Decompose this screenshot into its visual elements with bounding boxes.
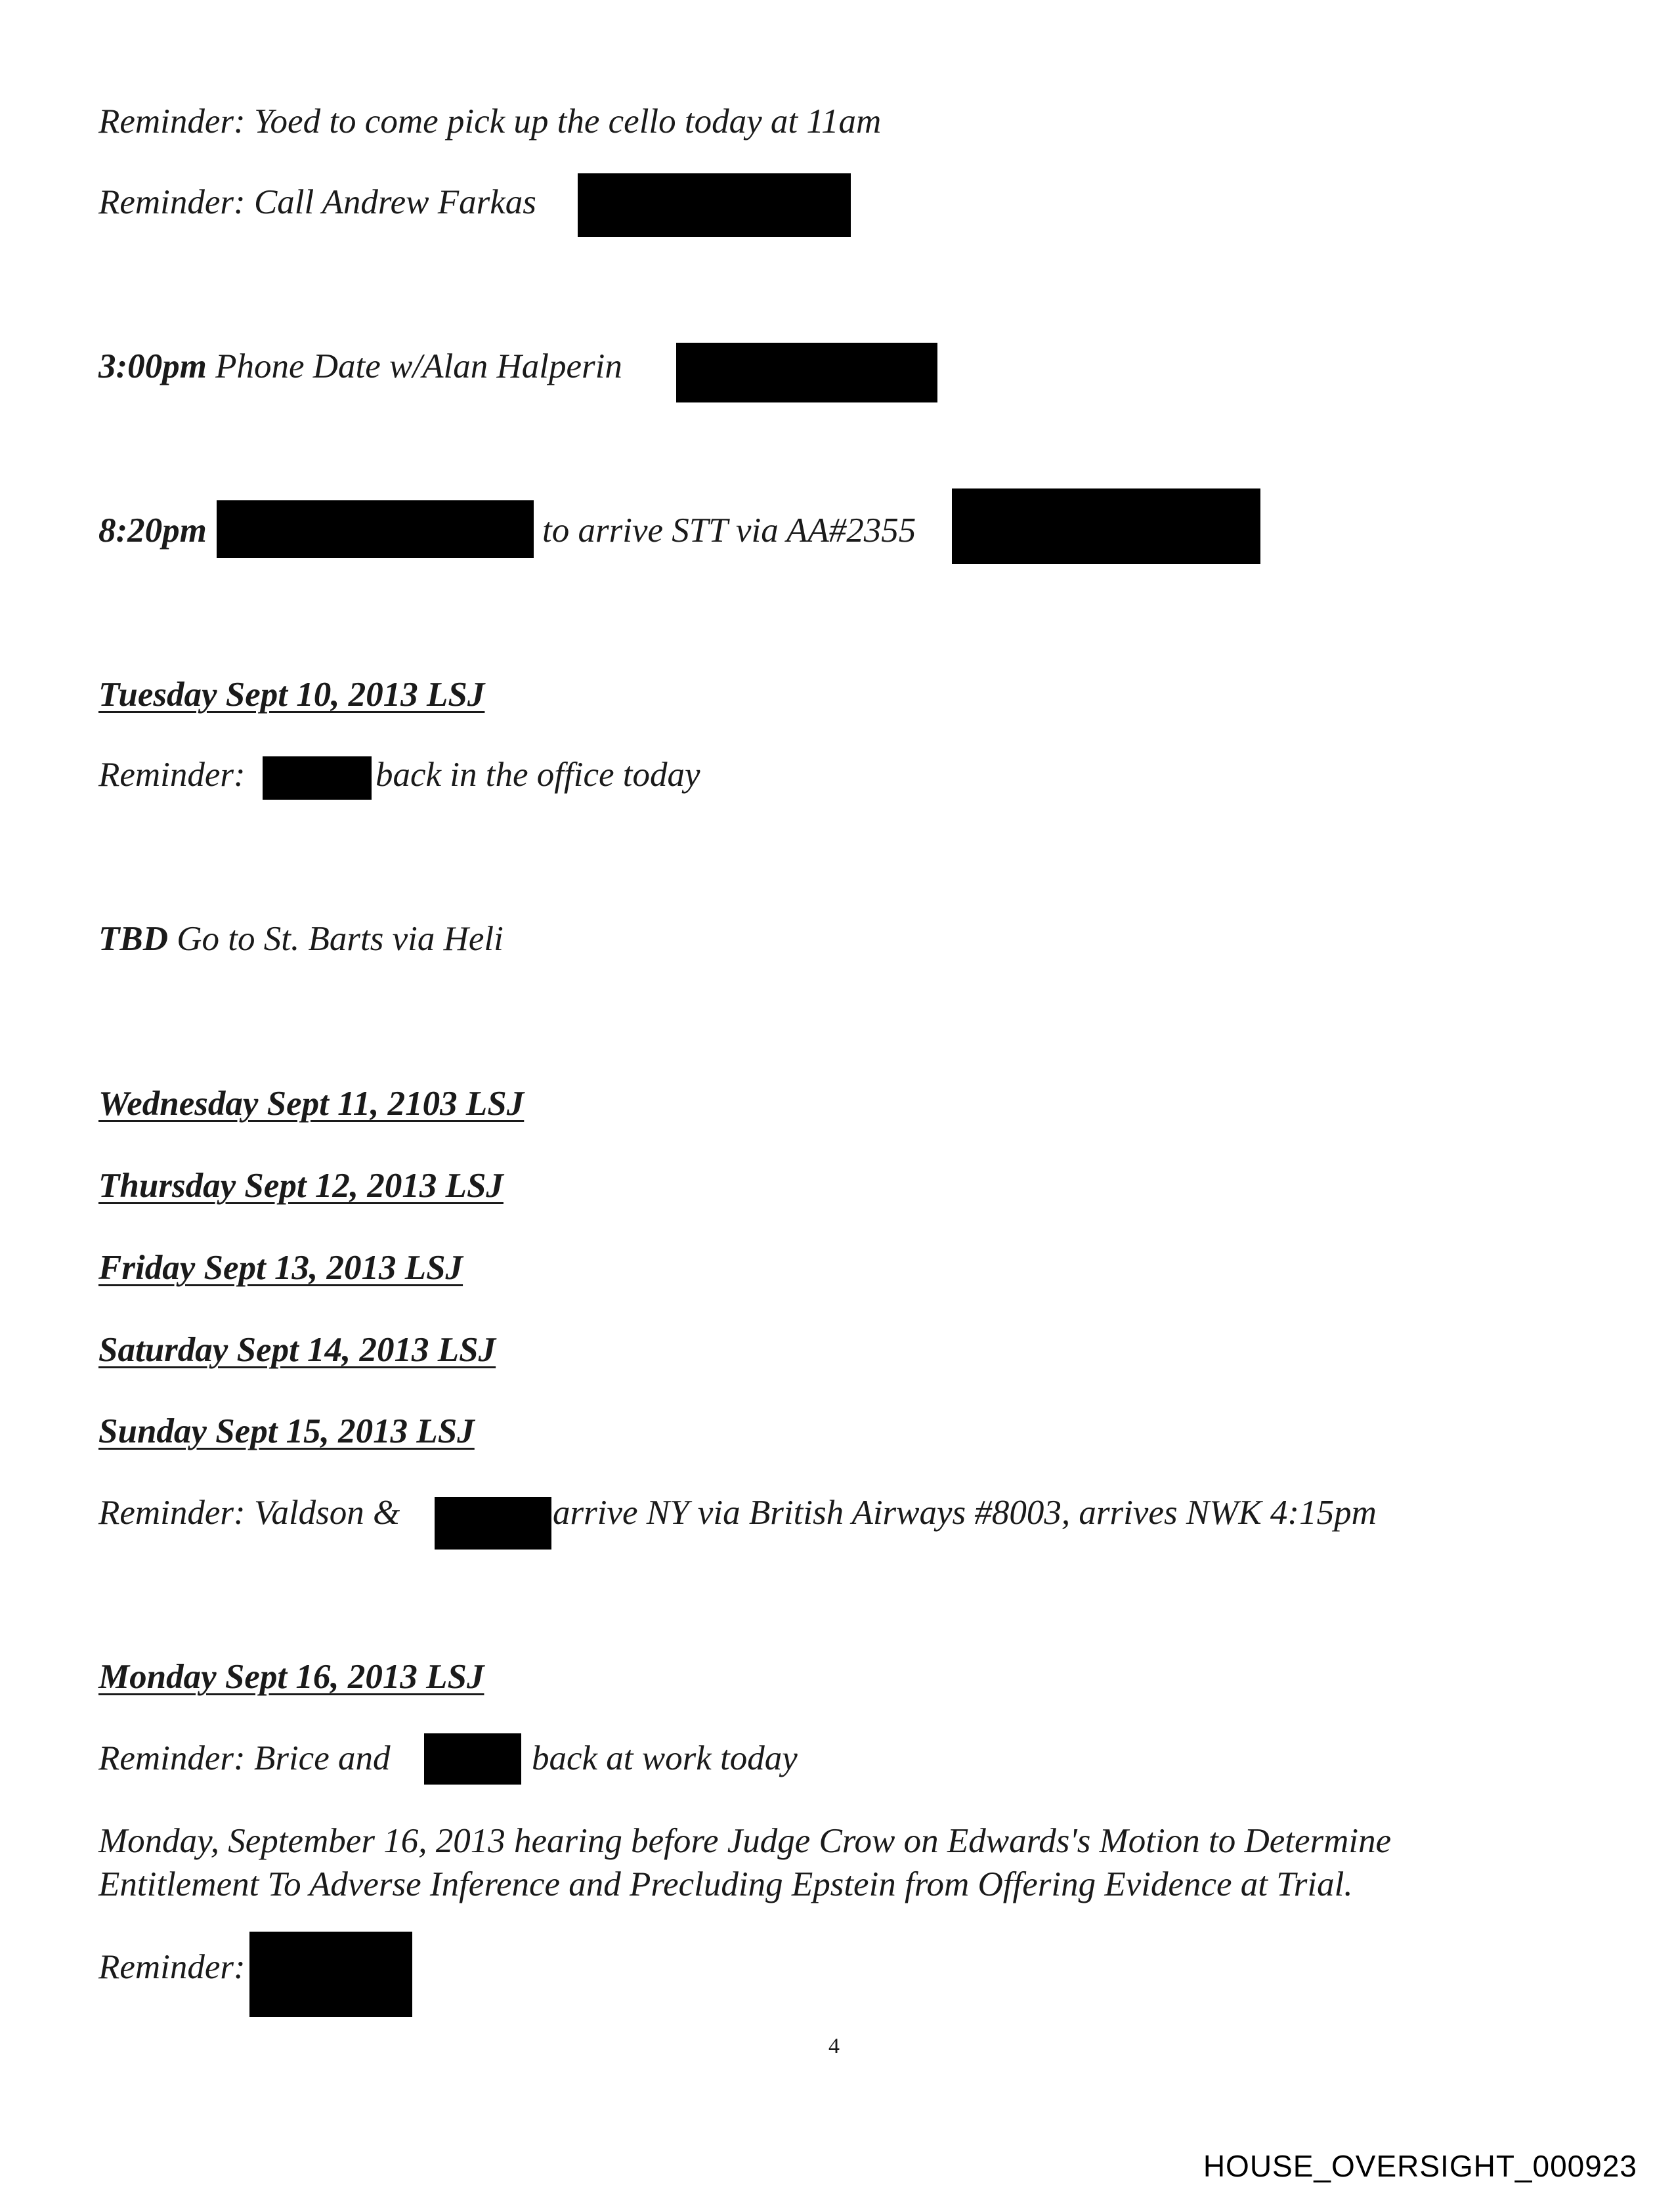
monday-reminder-prefix: Reminder: Brice and: [98, 1739, 391, 1777]
phone-date-text: Phone Date w/Alan Halperin: [206, 347, 622, 385]
sunday-reminder-prefix: Reminder: Valdson &: [98, 1494, 400, 1532]
tbd-entry: [98, 919, 504, 959]
reminder-yoed: Reminder: Yoed to come pick up the cello today at 11am: [98, 102, 882, 141]
redaction-box: [952, 488, 1260, 564]
monday-header: Monday Sept 16, 2013 LSJ: [98, 1658, 484, 1696]
redaction-box: [249, 1932, 412, 2017]
hearing-line-1: Monday, September 16, 2013 hearing before Judge Crow on Edwards's Motion to Determine: [98, 1822, 1392, 1860]
thursday-header: Thursday Sept 12, 2013 LSJ: [98, 1167, 504, 1205]
redaction-box: [578, 173, 851, 237]
sunday-reminder-suffix: arrive NY via British Airways #8003, arrives NWK 4:15pm: [553, 1494, 1377, 1532]
friday-header: Friday Sept 13, 2013 LSJ: [98, 1249, 463, 1287]
phone-date-entry: [98, 347, 622, 386]
redaction-box: [424, 1733, 521, 1785]
tuesday-reminder-prefix: Reminder:: [98, 756, 246, 794]
arrival-text: to arrive STT via AA#2355: [542, 511, 916, 550]
reminder-farkas: Reminder: Call Andrew Farkas: [98, 183, 536, 221]
tbd-text: Go to St. Barts via Heli: [168, 920, 504, 958]
tuesday-header: Tuesday Sept 10, 2013 LSJ: [98, 676, 485, 714]
bates-number: HOUSE_OVERSIGHT_000923: [1203, 2149, 1637, 2183]
sunday-header: Sunday Sept 15, 2013 LSJ: [98, 1412, 475, 1450]
page-number: 4: [828, 2034, 840, 2058]
redaction-box: [435, 1497, 551, 1550]
wednesday-header: Wednesday Sept 11, 2103 LSJ: [98, 1085, 525, 1123]
saturday-header: Saturday Sept 14, 2013 LSJ: [98, 1331, 496, 1369]
redaction-box: [263, 756, 372, 800]
monday-reminder-suffix: back at work today: [532, 1739, 798, 1777]
arrival-time: 8:20pm: [98, 511, 207, 550]
hearing-line-2: Entitlement To Adverse Inference and Precluding Epstein from Offering Evidence at Trial.: [98, 1865, 1353, 1903]
phone-date-time: 3:00pm: [98, 347, 207, 385]
redaction-box: [217, 500, 534, 558]
tuesday-reminder-suffix: back in the office today: [376, 756, 700, 794]
tbd-label: TBD: [98, 920, 168, 958]
redaction-box: [676, 343, 937, 402]
final-reminder: Reminder:: [98, 1948, 246, 1986]
